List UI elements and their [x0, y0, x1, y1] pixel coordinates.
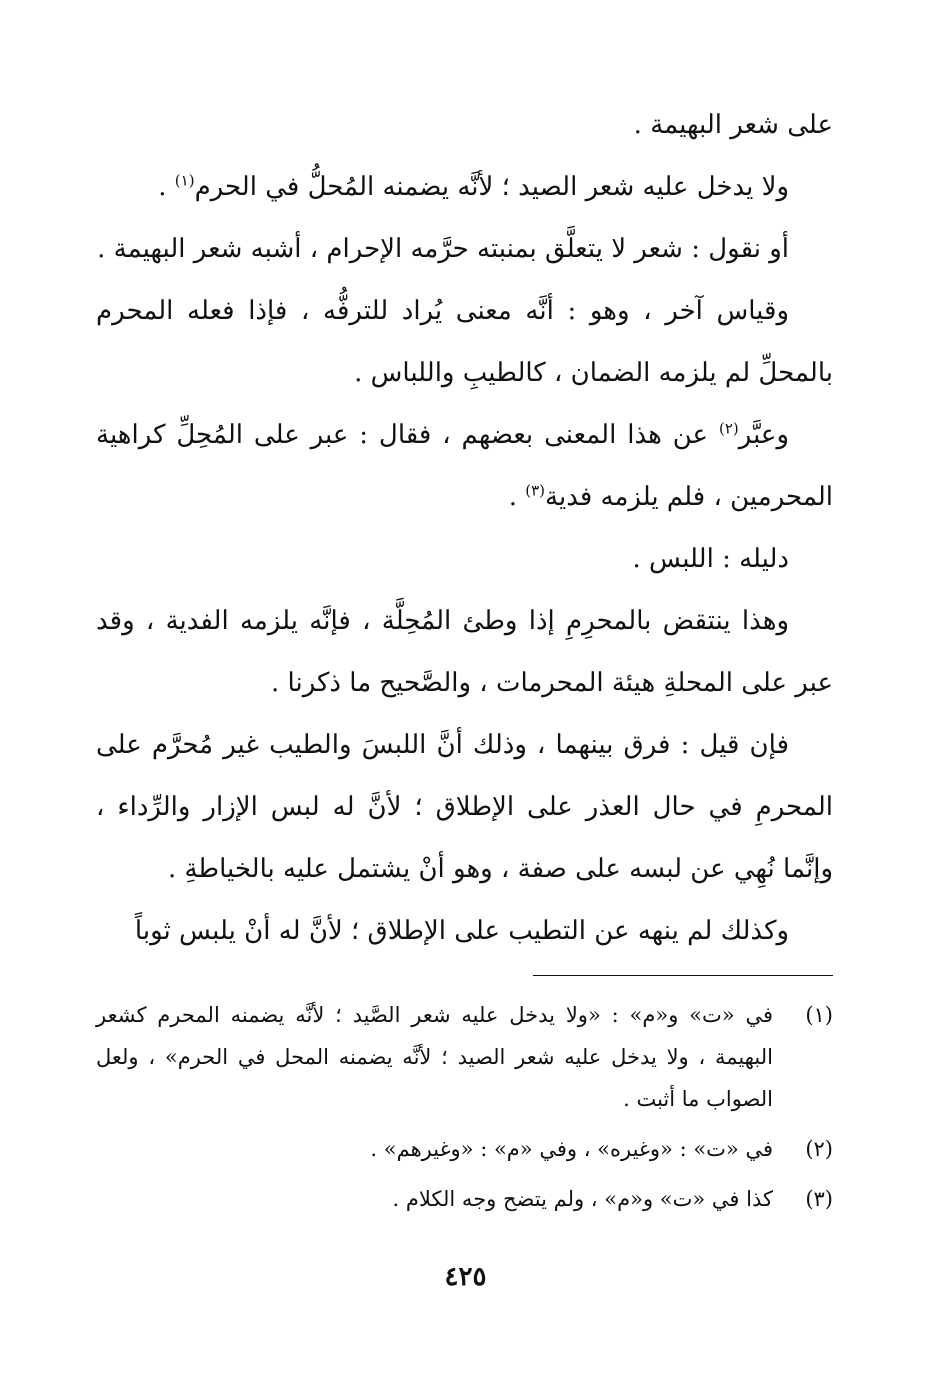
footnote-text: كذا في «ت» و«م» ، ولم يتضح وجه الكلام .: [392, 1187, 773, 1211]
footnotes: [96, 994, 833, 1228]
paragraph-text: وقياس آخر ، وهو : أنَّه معنى يُراد للترفُّه ، فإذا فعله المحرم بالمحلِّ لم يلزمه الضمان ، كالطيبِ واللباس .: [96, 296, 833, 388]
paragraph: [96, 280, 833, 404]
footnote-number: (١): [805, 1003, 833, 1027]
paragraph: [96, 404, 833, 528]
footnote: [96, 994, 833, 1120]
paragraph-text: فإن قيل : فرق بينهما ، وذلك أنَّ اللبسَ والطيب غير مُحرَّم على المحرمِ في حال العذر على الإطلاق ؛ لأنَّ له لبس الإزار والرِّداء ، وإنَّما نُهِي عن لبسه على صفة ، وهو أنْ يشتمل عليه بالخياطةِ .: [96, 730, 833, 884]
main-text: [96, 94, 833, 962]
paragraph-text: دليله : اللبس .: [632, 544, 789, 574]
paragraph-text: .: [508, 482, 526, 512]
paragraph-text: وهذا ينتقض بالمحرِمِ إذا وطئ المُحِلَّة ، فإنَّه يلزمه الفدية ، وقد عبر على المحلةِ هيئة المحرمات ، والصَّحيح ما ذكرنا .: [96, 606, 833, 698]
paragraph-text: على شعر البهيمة .: [633, 110, 833, 140]
paragraph-text: أو نقول : شعر لا يتعلَّق بمنبته حرَّمه الإحرام ، أشبه شعر البهيمة .: [97, 234, 789, 264]
footnote-text: في «ت» و«م» : «ولا يدخل عليه شعر الصَّيد ؛ لأنَّه يضمنه المحرم كشعر البهيمة ، ولا يدخل عليه شعر الصيد ؛ لأنَّه يضمنه المحل في الحرم» ، ولعل الصواب ما أثبت .: [96, 1003, 773, 1111]
paragraph: [96, 714, 833, 900]
paragraph: [96, 590, 833, 714]
paragraph-text: ولا يدخل عليه شعر الصيد ؛ لأنَّه يضمنه المُحلُّ في الحرم: [194, 172, 789, 202]
footnote-separator: [533, 975, 833, 976]
footnote-text: في «ت» : «وغيره» ، وفي «م» : «وغيرهم» .: [370, 1137, 773, 1161]
page-number: ٤٢٥: [444, 1262, 487, 1292]
footnote-ref[interactable]: (٢): [718, 419, 739, 438]
footnote: [96, 1128, 833, 1170]
paragraph: [96, 218, 833, 280]
paragraph: [96, 528, 833, 590]
footnote-ref[interactable]: (١): [174, 171, 195, 190]
footnote-ref[interactable]: (٣): [525, 481, 546, 500]
paragraph-text: وعبَّر: [738, 420, 789, 450]
paragraph: [96, 156, 833, 218]
footnote-number: (٢): [805, 1137, 833, 1161]
paragraph-text: عن هذا المعنى بعضهم ، فقال : عبر على المُحِلِّ كراهية المحرمين ، فلم يلزمه فدية: [96, 420, 833, 512]
paragraph-text: وكذلك لم ينهه عن التطيب على الإطلاق ؛ لأنَّ له أنْ يلبس ثوباً: [134, 916, 789, 946]
footnote-number: (٣): [805, 1187, 833, 1211]
footnote: [96, 1178, 833, 1220]
paragraph: [96, 900, 833, 962]
paragraph-text: .: [158, 172, 175, 202]
paragraph: [96, 94, 833, 156]
